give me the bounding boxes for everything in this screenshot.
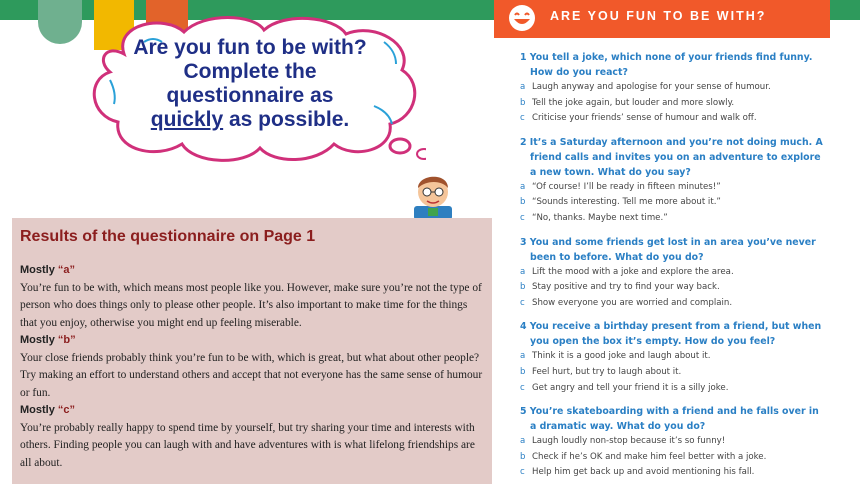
answer-option (520, 80, 826, 96)
answer-option (520, 111, 826, 127)
result-text-c: You’re probably really happy to spend time by yourself, but try sharing your time and interests with others. Finding people you can laugh with and have adventures with is what lifelong friendships are all about. (20, 421, 475, 469)
option-letter: c (520, 113, 525, 124)
option-text: Check if he’s OK and make him feel better with a joke. (532, 451, 767, 462)
option-text: Feel hurt, but try to laugh about it. (532, 366, 682, 377)
answer-option (520, 349, 826, 365)
question-text (520, 235, 826, 265)
cloud-line-1: Complete the (183, 60, 317, 83)
question-item (520, 319, 826, 396)
result-text-b: Your close friends probably think you’re fun to be with, which is great, but what about other people? Try making an effort to understand others and accept that not everyone has the same sense of humour or fun. (20, 351, 483, 399)
cloud-instructions (100, 36, 400, 132)
question-text (520, 135, 826, 180)
decor-tab-green (38, 0, 82, 44)
results-body (20, 262, 486, 472)
answer-option (520, 280, 826, 296)
option-text: Tell the joke again, but louder and more slowly. (532, 97, 735, 108)
option-text: “No, thanks. Maybe next time.” (532, 212, 668, 223)
result-head-label: Mostly (20, 334, 58, 346)
result-head-b (20, 332, 486, 350)
question-number: 2 (520, 136, 527, 148)
cloud-line-3 (100, 108, 400, 132)
question-text (520, 50, 826, 80)
question-number: 4 (520, 321, 527, 333)
question-number: 1 (520, 52, 527, 63)
option-text: Criticise your friends’ sense of humour and walk off. (532, 113, 757, 124)
option-letter: a (520, 266, 526, 277)
question-list (520, 50, 826, 489)
option-text: Stay positive and try to find your way back. (532, 282, 720, 293)
option-text: Get angry and tell your friend it is a silly joke. (532, 382, 729, 393)
option-letter: a (520, 436, 526, 447)
result-head-label: Mostly (20, 404, 58, 416)
option-letter: c (520, 297, 525, 308)
option-letter: b (520, 197, 526, 208)
answer-option (520, 96, 826, 112)
question-prompt: You’re skateboarding with a friend and he falls over in a dramatic way. What do you do? (529, 406, 819, 433)
question-prompt: It’s a Saturday afternoon and you’re not doing much. A friend calls and invites you on an adventure to explore a new town. What do you say? (529, 136, 823, 178)
option-letter: a (520, 181, 526, 192)
option-letter: a (520, 351, 526, 362)
option-text: Think it is a good joke and laugh about it. (532, 351, 711, 362)
option-text: “Of course! I’ll be ready in fifteen minutes!” (532, 181, 721, 192)
answer-option (520, 365, 826, 381)
option-text: Laugh anyway and apologise for your sense of humour. (532, 82, 771, 92)
result-head-c (20, 402, 486, 420)
question-text (520, 404, 826, 434)
questionnaire-header (494, 0, 830, 38)
result-head-letter: “b” (57, 334, 76, 346)
results-panel (12, 218, 492, 484)
question-prompt: You receive a birthday present from a friend, but when you open the box it’s empty. How do you feel? (529, 321, 822, 348)
option-text: Laugh loudly non-stop because it’s so funny! (532, 436, 726, 447)
cloud-line-2: questionnaire as (166, 84, 334, 107)
cloud-line-3-rest: as possible. (223, 108, 350, 131)
question-item (520, 50, 826, 127)
result-head-label: Mostly (20, 264, 58, 276)
answer-option (520, 265, 826, 281)
result-head-a (20, 262, 486, 280)
option-letter: b (520, 97, 526, 108)
question-number: 5 (520, 406, 527, 418)
result-head-letter: “a” (57, 264, 76, 276)
option-text: Help him get back up and avoid mentioning his fall. (532, 467, 755, 478)
answer-option (520, 381, 826, 397)
question-item (520, 404, 826, 481)
smiley-face-icon (506, 2, 538, 34)
answer-option (520, 195, 826, 211)
question-item (520, 135, 826, 227)
question-number: 3 (520, 236, 527, 248)
option-text: Show everyone you are worried and complain. (532, 297, 733, 308)
questionnaire-title: ARE YOU FUN TO BE WITH? (550, 9, 767, 23)
option-letter: b (520, 282, 526, 293)
results-title: Results of the questionnaire on Page 1 (20, 228, 316, 245)
option-letter: c (520, 382, 525, 393)
option-text: Lift the mood with a joke and explore the area. (532, 266, 734, 277)
question-item (520, 235, 826, 312)
result-head-letter: “c” (57, 404, 76, 416)
option-letter: b (520, 366, 526, 377)
question-text (520, 319, 826, 349)
boy-illustration (408, 168, 458, 220)
answer-option (520, 180, 826, 196)
result-text-a: You’re fun to be with, which means most people like you. However, make sure you’re not the type of person who does things only to please other people. It’s also important to make time for the things that you enjoy, otherwise you might end up feeling miserable. (20, 281, 482, 329)
answer-option (520, 465, 826, 481)
answer-option (520, 211, 826, 227)
cloud-title: Are you fun to be with? (133, 36, 367, 59)
option-letter: c (520, 212, 525, 223)
answer-option (520, 434, 826, 450)
question-prompt: You and some friends get lost in an area you’ve never been to before. What do you do? (529, 236, 816, 263)
cloud-word-quickly: quickly (150, 108, 224, 131)
option-text: “Sounds interesting. Tell me more about it.” (532, 197, 721, 208)
option-letter: c (520, 467, 525, 478)
answer-option (520, 296, 826, 312)
answer-option (520, 450, 826, 466)
option-letter: b (520, 451, 526, 462)
option-letter: a (520, 82, 526, 92)
questionnaire-page (494, 0, 830, 484)
question-prompt: You tell a joke, which none of your friends find funny. How do you react? (529, 52, 813, 78)
